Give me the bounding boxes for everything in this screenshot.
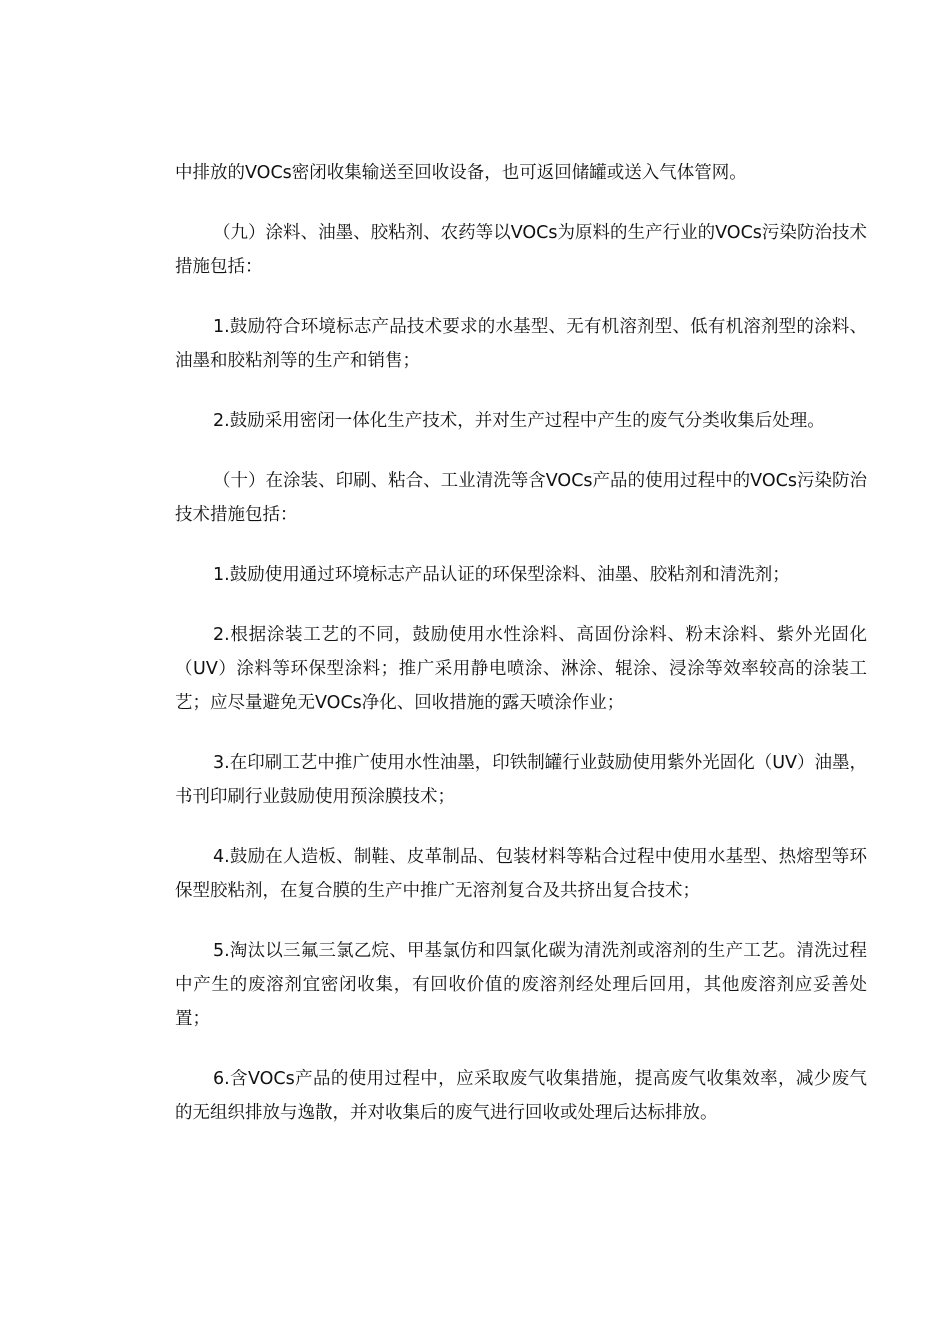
paragraph-section-9-item-1: 1.鼓励符合环境标志产品技术要求的水基型、无有机溶剂型、低有机溶剂型的涂料、油墨和胶粘剂等的生产和销售； [175, 317, 867, 371]
paragraph-section-10-item-3: 3.在印刷工艺中推广使用水性油墨，印铁制罐行业鼓励使用紫外光固化（UV）油墨，书刊印刷行业鼓励使用预涂膜技术； [175, 753, 867, 807]
paragraph-section-10-item-1: 1.鼓励使用通过环境标志产品认证的环保型涂料、油墨、胶粘剂和清洗剂； [213, 565, 790, 585]
paragraph-section-9-heading: （九）涂料、油墨、胶粘剂、农药等以VOCs为原料的生产行业的VOCs污染防治技术措施包括： [175, 223, 867, 277]
paragraph-section-10-heading: （十）在涂装、印刷、粘合、工业清洗等含VOCs产品的使用过程中的VOCs污染防治技术措施包括： [175, 471, 867, 525]
paragraph-section-10-item-6: 6.含VOCs产品的使用过程中，应采取废气收集措施，提高废气收集效率，减少废气的无组织排放与逸散，并对收集后的废气进行回收或处理后达标排放。 [175, 1069, 867, 1123]
paragraph-section-10-item-4: 4.鼓励在人造板、制鞋、皮革制品、包装材料等粘合过程中使用水基型、热熔型等环保型胶粘剂，在复合膜的生产中推广无溶剂复合及共挤出复合技术； [175, 847, 867, 901]
document-body [175, 156, 867, 1156]
paragraph-section-9-item-2: 2.鼓励采用密闭一体化生产技术，并对生产过程中产生的废气分类收集后处理。 [213, 411, 825, 431]
paragraph-continuation: 中排放的VOCs密闭收集输送至回收设备，也可返回储罐或送入气体管网。 [175, 163, 747, 183]
paragraph-section-10-item-5: 5.淘汰以三氟三氯乙烷、甲基氯仿和四氯化碳为清洗剂或溶剂的生产工艺。清洗过程中产生的废溶剂宜密闭收集，有回收价值的废溶剂经处理后回用，其他废溶剂应妥善处置； [175, 941, 867, 1029]
paragraph-section-10-item-2: 2.根据涂装工艺的不同，鼓励使用水性涂料、高固份涂料、粉末涂料、紫外光固化（UV）涂料等环保型涂料；推广采用静电喷涂、淋涂、辊涂、浸涂等效率较高的涂装工艺；应尽量避免无VOCs净化、回收措施的露天喷涂作业； [175, 625, 867, 713]
